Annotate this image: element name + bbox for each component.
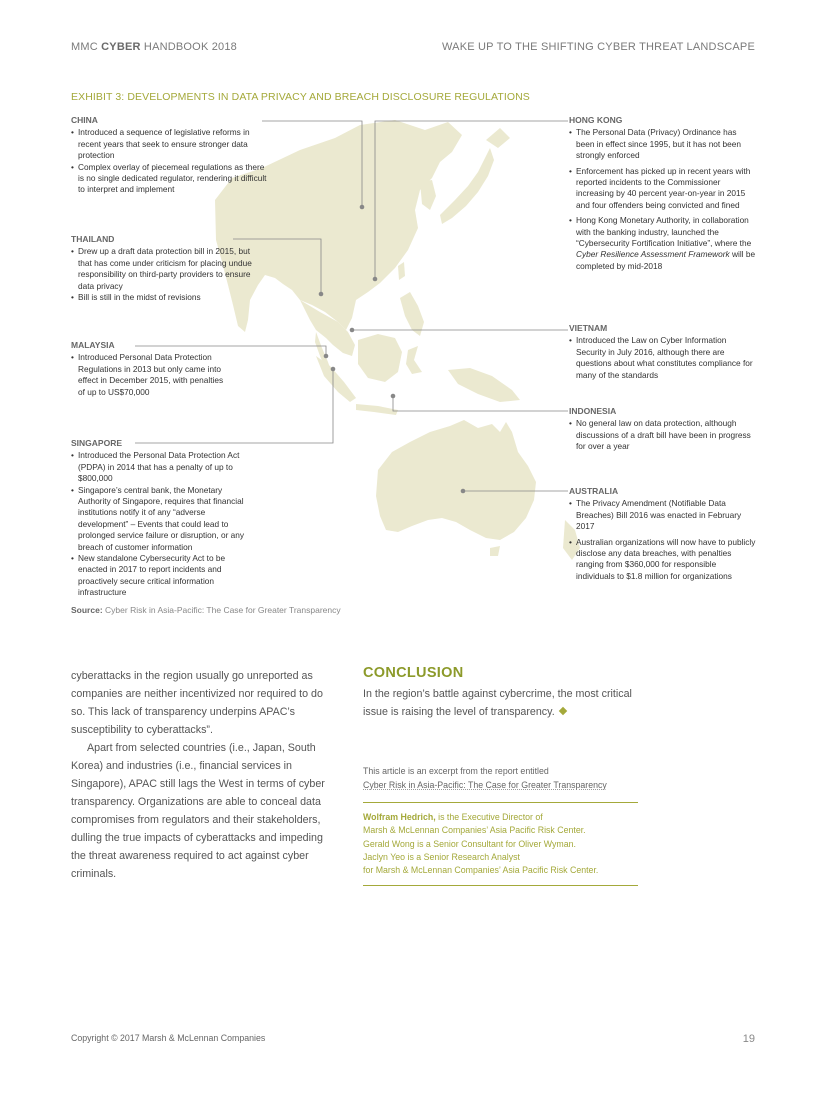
brand-bold: CYBER bbox=[101, 41, 141, 53]
map-korea bbox=[420, 180, 436, 210]
brand-prefix: MMC bbox=[71, 41, 98, 53]
region-name-malaysia: MALAYSIA bbox=[71, 340, 115, 350]
exhibit-source bbox=[71, 605, 341, 615]
source-text: Cyber Risk in Asia-Pacific: The Case for Greater Transparency bbox=[105, 605, 341, 615]
leader-line-indonesia bbox=[393, 396, 568, 411]
region-name-singapore: SINGAPORE bbox=[71, 438, 123, 448]
singapore-bullet: • Introduced the Personal Data Protection Act (PDPA) in 2014 that has a penalty of up to $800,000 bbox=[71, 450, 256, 484]
region-name-vietnam: VIETNAM bbox=[569, 323, 608, 333]
author-name: Wolfram Hedrich, bbox=[363, 812, 436, 822]
body-text-column bbox=[71, 667, 339, 883]
author-credits bbox=[363, 811, 638, 877]
page-number: 19 bbox=[742, 1033, 755, 1045]
map-java bbox=[356, 404, 398, 415]
map-japan bbox=[440, 148, 494, 224]
region-australia bbox=[569, 486, 757, 586]
map-borneo bbox=[358, 334, 402, 382]
excerpt-intro: This article is an excerpt from the report entitled bbox=[363, 766, 549, 776]
indonesia-bullet: • No general law on data protection, although discussions of a draft bill have been in progress for over a year bbox=[569, 418, 759, 452]
region-vietnam bbox=[569, 323, 754, 385]
divider-top bbox=[363, 802, 638, 803]
marker-indonesia bbox=[391, 394, 396, 399]
australia-bullet: • Australian organizations will now have to publicly disclose any data breaches, with penalties ranging from $360,000 for responsible individuals to $1.8 million for organizations bbox=[569, 537, 757, 583]
copyright-notice: Copyright © 2017 Marsh & McLennan Companies bbox=[71, 1033, 266, 1043]
region-thailand bbox=[71, 234, 256, 303]
hongkong-bullet: • The Personal Data (Privacy) Ordinance has been in effect since 1995, but it has not been strongly enforced bbox=[569, 127, 757, 161]
author-line: Jaclyn Yeo is a Senior Research Analyst bbox=[363, 851, 520, 862]
map-hokkaido bbox=[486, 128, 510, 148]
region-name-hongkong: HONG KONG bbox=[569, 115, 623, 125]
marker-thailand bbox=[319, 292, 324, 297]
map-sulawesi bbox=[406, 346, 422, 374]
thailand-bullet: • Bill is still in the midst of revisions bbox=[71, 292, 256, 303]
hongkong-bullet: • Enforcement has picked up in recent years with reported incidents to the Commissioner increasing by 40 percent year-on-year in 2015 and four offenders being convicted and fined bbox=[569, 166, 757, 212]
marker-malaysia bbox=[324, 354, 329, 359]
end-mark-diamond-icon bbox=[558, 707, 566, 715]
map-australia bbox=[376, 420, 536, 540]
map-taiwan bbox=[398, 262, 405, 280]
region-singapore bbox=[71, 438, 256, 599]
singapore-bullet: • Singapore’s central bank, the Monetary Authority of Singapore, requires that financial institutions notify it of any “adverse development” – Events that could lead to prolonged service failure or disruption, or any breach of customer information bbox=[71, 485, 256, 553]
thailand-bullet: • Drew up a draft data protection bill in 2015, but that has come under criticism for placing undue responsibility on third-party providers to ensure data privacy bbox=[71, 246, 256, 292]
region-malaysia bbox=[71, 340, 226, 398]
region-name-australia: AUSTRALIA bbox=[569, 486, 619, 496]
author-line: for Marsh & McLennan Companies’ Asia Pacific Risk Center. bbox=[363, 865, 599, 876]
region-name-china: CHINA bbox=[71, 115, 98, 125]
conclusion-paragraph: In the region’s battle against cybercrime, the most critical issue is raising the level of transparency. bbox=[363, 688, 632, 718]
body-paragraph: Apart from selected countries (i.e., Japan, South Korea) and industries (i.e., financial services in Singapore), APAC still lags the West in terms of cyber transparency. Organizations are able to conceal data compromises from regulators and their stakeholders, dulling the true impacts of cyberattacks and impeding the threat awareness required to act against cyber criminals. bbox=[71, 742, 325, 880]
china-bullet: • Introduced a sequence of legislative reforms in recent years that seek to ensure stronger data protection bbox=[71, 127, 271, 161]
singapore-bullet: • New standalone Cybersecurity Act to be enacted in 2017 to report incidents and proactively secure critical information infrastructure bbox=[71, 553, 256, 599]
map-tasmania bbox=[490, 546, 500, 556]
marker-china bbox=[360, 205, 365, 210]
hongkong-bullet3-a: Hong Kong Monetary Authority, in collaboration with the banking industry, launched the “Cybersecurity Fortification Initiative”, where the bbox=[576, 215, 752, 249]
region-indonesia bbox=[569, 406, 759, 457]
author-line: Gerald Wong is a Senior Consultant for Oliver Wyman. bbox=[363, 838, 576, 849]
region-name-indonesia: INDONESIA bbox=[569, 406, 617, 416]
hongkong-bullet3-italic: Cyber Resilience Assessment Framework bbox=[576, 249, 730, 260]
vietnam-bullet: • Introduced the Law on Cyber Information Security in July 2016, although there are questions about what constitutes compliance for many of the standards bbox=[569, 335, 754, 381]
map-philippines bbox=[400, 292, 424, 336]
region-hongkong bbox=[569, 115, 757, 276]
map-new-guinea bbox=[448, 368, 520, 402]
marker-hongkong bbox=[373, 277, 378, 282]
excerpt-note bbox=[363, 764, 638, 792]
marker-singapore bbox=[331, 367, 336, 372]
region-name-thailand: THAILAND bbox=[71, 234, 115, 244]
divider-bottom bbox=[363, 885, 638, 886]
marker-vietnam bbox=[350, 328, 355, 333]
marker-australia bbox=[461, 489, 466, 494]
author-line: is the Executive Director of bbox=[435, 812, 543, 822]
region-china bbox=[71, 115, 271, 196]
conclusion-text bbox=[363, 685, 638, 721]
malaysia-bullet: • Introduced Personal Data Protection Regulations in 2013 but only came into effect in December 2015, with penalties of up to US$70,000 bbox=[71, 352, 226, 398]
exhibit-title: EXHIBIT 3: DEVELOPMENTS IN DATA PRIVACY AND BREACH DISCLOSURE REGULATIONS bbox=[71, 91, 530, 103]
running-header-section: WAKE UP TO THE SHIFTING CYBER THREAT LANDSCAPE bbox=[442, 41, 755, 53]
hongkong-bullet3-b: will be completed by mid-2018 bbox=[576, 249, 756, 271]
map-sumatra bbox=[316, 356, 356, 402]
hongkong-bullet bbox=[569, 215, 757, 272]
author-line: Marsh & McLennan Companies’ Asia Pacific Risk Center. bbox=[363, 825, 586, 836]
source-label: Source: bbox=[71, 605, 103, 615]
excerpt-report-link[interactable]: Cyber Risk in Asia-Pacific: The Case for Greater Transparency bbox=[363, 780, 607, 790]
conclusion-heading: CONCLUSION bbox=[363, 665, 464, 681]
body-paragraph: cyberattacks in the region usually go unreported as companies are neither incentivized nor required to do so. This lack of transparency underpins APAC’s susceptibility to cyberattacks”. bbox=[71, 670, 323, 736]
brand-suffix: HANDBOOK 2018 bbox=[143, 41, 238, 53]
australia-bullet: • The Privacy Amendment (Notifiable Data Breaches) Bill 2016 was enacted in February 2017 bbox=[569, 498, 757, 532]
china-bullet: • Complex overlay of piecemeal regulations as there is no single dedicated regulator, rendering it difficult to interpret and implement bbox=[71, 162, 271, 196]
